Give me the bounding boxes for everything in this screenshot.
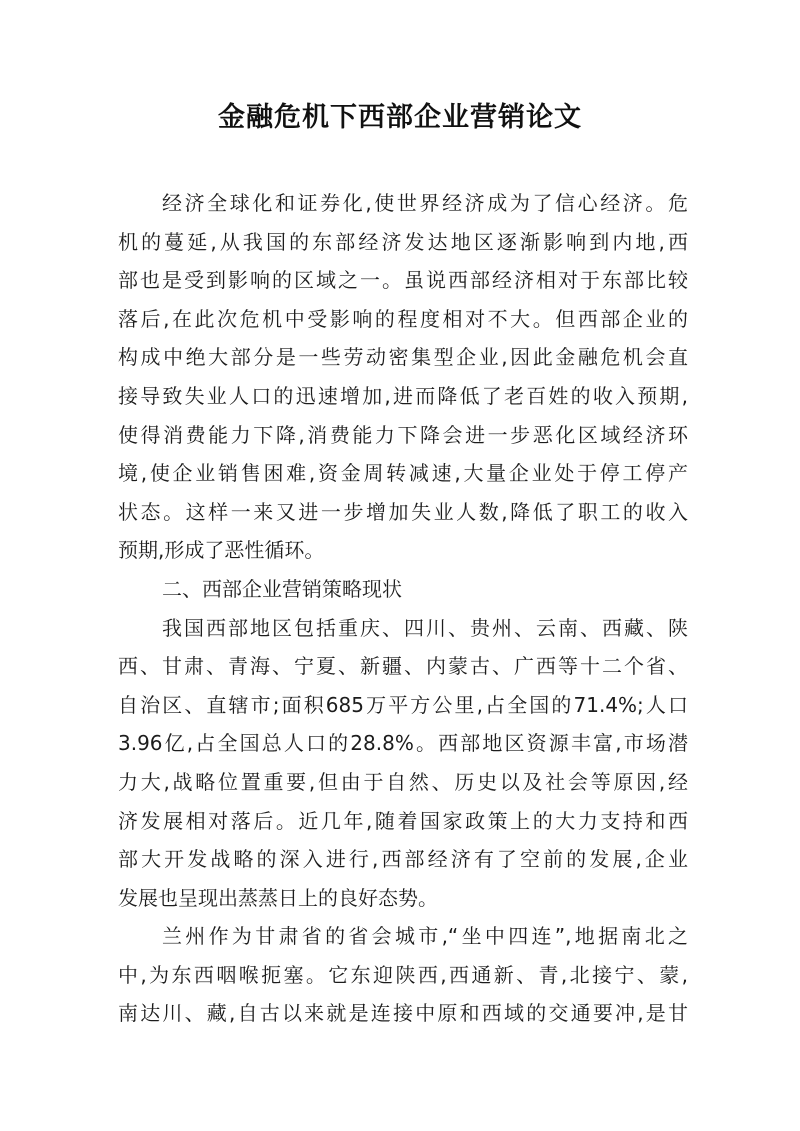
document-title: 金融危机下西部企业营销论文: [218, 102, 582, 133]
paragraph-1-line-1: 经济全球化和证券化,使世界经济成为了信心经济。危: [162, 191, 688, 215]
section-heading: 二、西部企业营销策略现状: [162, 576, 402, 601]
paragraph-2-line-8: 发展也呈现出蒸蒸日上的良好态势。: [118, 885, 438, 910]
paragraph-2-line-2: 西、甘肃、青海、宁夏、新疆、内蒙古、广西等十二个省、: [118, 654, 688, 679]
paragraph-1-line-7: 使得消费能力下降,消费能力下降会进一步恶化区域经济环: [118, 422, 688, 447]
paragraph-3-line-2: 中,为东西咽喉扼塞。它东迎陕西,西通新、青,北接宁、蒙,: [118, 962, 688, 987]
paragraph-1-line-8: 境,使企业销售困难,资金周转减速,大量企业处于停工停产: [118, 461, 688, 486]
paragraph-1-line-3: 部也是受到影响的区域之一。虽说西部经济相对于东部比较: [118, 268, 688, 293]
document-body: [118, 184, 688, 1033]
paragraph-2-line-6: 济发展相对落后。近几年,随着国家政策上的大力支持和西: [118, 808, 688, 833]
paragraph-1-line-2: 机的蔓延,从我国的东部经济发达地区逐渐影响到内地,西: [118, 229, 688, 254]
paragraph-1-line-9: 状态。这样一来又进一步增加失业人数,降低了职工的收入: [118, 499, 688, 524]
paragraph-2-line-4: 3.96亿,占全国总人口的28.8%。西部地区资源丰富,市场潜: [118, 731, 688, 756]
paragraph-1-line-10: 预期,形成了恶性循环。: [118, 538, 325, 563]
paragraph-2-line-3: 自治区、直辖市;面积685万平方公里,占全国的71.4%;人口: [118, 692, 688, 717]
paragraph-1-line-5: 构成中绝大部分是一些劳动密集型企业,因此金融危机会直: [118, 345, 688, 370]
paragraph-3-line-3: 南达川、藏,自古以来就是连接中原和西域的交通要冲,是甘: [118, 1001, 688, 1026]
paragraph-1-line-4: 落后,在此次危机中受影响的程度相对不大。但西部企业的: [118, 306, 688, 331]
paragraph-2-line-7: 部大开发战略的深入进行,西部经济有了空前的发展,企业: [118, 847, 688, 872]
paragraph-3-line-1: 兰州作为甘肃省的省会城市,“坐中四连”,地据南北之: [162, 924, 688, 949]
paragraph-2-line-1: 我国西部地区包括重庆、四川、贵州、云南、西藏、陕: [162, 615, 688, 640]
paragraph-1-line-6: 接导致失业人口的迅速增加,进而降低了老百姓的收入预期,: [118, 383, 688, 408]
paragraph-2-line-5: 力大,战略位置重要,但由于自然、历史以及社会等原因,经: [118, 769, 688, 794]
